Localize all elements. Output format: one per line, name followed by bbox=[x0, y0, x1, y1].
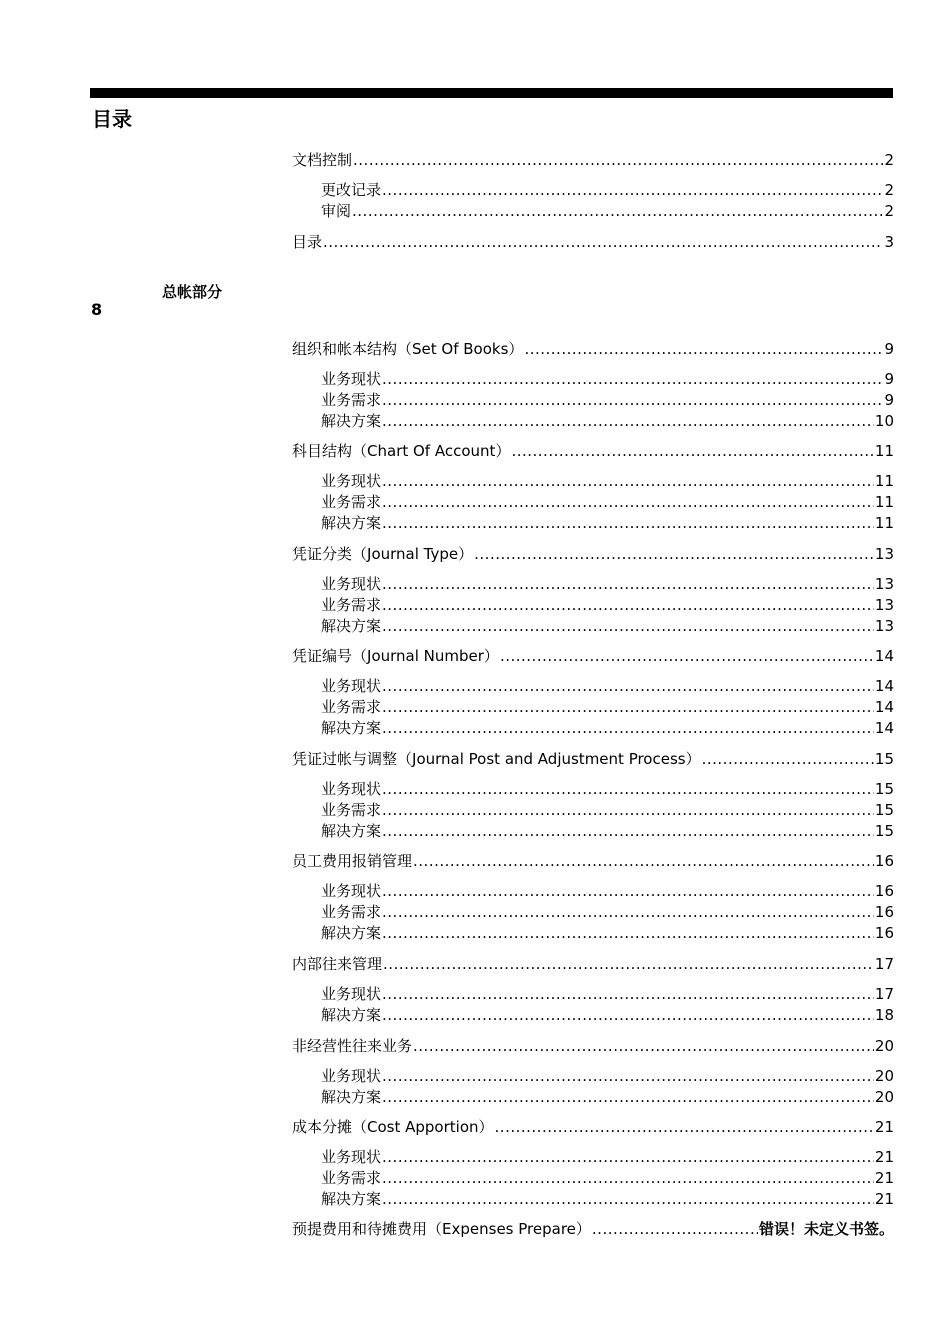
toc-leader bbox=[382, 595, 874, 615]
toc-page-number: 14 bbox=[874, 677, 894, 695]
toc-entry-label: 业务现状 bbox=[321, 472, 382, 490]
toc-entry-label: 业务现状 bbox=[321, 575, 382, 593]
toc-leader bbox=[382, 492, 874, 512]
toc-entry-label: 科目结构（Chart Of Account） bbox=[292, 442, 511, 460]
toc-page-number: 11 bbox=[874, 514, 894, 532]
toc-leader bbox=[382, 411, 874, 431]
toc-entry-journal-type[interactable] bbox=[292, 544, 894, 564]
toc-leader bbox=[382, 180, 883, 200]
toc-page-number: 14 bbox=[874, 698, 894, 716]
toc-entry-label: 业务现状 bbox=[321, 677, 382, 695]
toc-leader bbox=[382, 390, 883, 410]
toc-entry-label: 审阅 bbox=[321, 202, 352, 220]
toc-entry-label: 业务现状 bbox=[321, 780, 382, 798]
toc-entry-label: 更改记录 bbox=[321, 181, 382, 199]
toc-leader bbox=[474, 544, 874, 564]
toc-entry-current-state[interactable] bbox=[321, 779, 894, 799]
toc-leader bbox=[592, 1219, 758, 1239]
toc-entry-current-state[interactable] bbox=[321, 676, 894, 696]
toc-leader bbox=[413, 851, 874, 871]
toc-entry-label: 业务现状 bbox=[321, 1067, 382, 1085]
toc-page-number: 11 bbox=[874, 442, 894, 460]
toc-entry-solution[interactable] bbox=[321, 821, 894, 841]
toc-entry-requirements[interactable] bbox=[321, 390, 894, 410]
toc-page-number: 21 bbox=[874, 1190, 894, 1208]
toc-page-number: 13 bbox=[874, 596, 894, 614]
toc-page-number: 14 bbox=[874, 647, 894, 665]
toc-leader bbox=[702, 749, 874, 769]
toc-entry-label: 解决方案 bbox=[321, 514, 382, 532]
toc-leader bbox=[382, 821, 874, 841]
toc-leader bbox=[511, 441, 873, 461]
toc-entry-current-state[interactable] bbox=[321, 574, 894, 594]
toc-leader bbox=[495, 1117, 874, 1137]
toc-entry-non-operating[interactable] bbox=[292, 1036, 894, 1056]
toc-entry-requirements[interactable] bbox=[321, 1168, 894, 1188]
toc-page-number: 9 bbox=[884, 391, 894, 409]
toc-page-number: 15 bbox=[874, 822, 894, 840]
toc-leader bbox=[500, 646, 874, 666]
toc-page-number: 2 bbox=[884, 202, 894, 220]
toc-page-number: 15 bbox=[874, 750, 894, 768]
toc-entry-solution[interactable] bbox=[321, 411, 894, 431]
toc-entry-label: 解决方案 bbox=[321, 924, 382, 942]
toc-entry-label: 业务现状 bbox=[321, 882, 382, 900]
toc-leader bbox=[382, 574, 874, 594]
toc-entry-expenses-prepare[interactable] bbox=[292, 1219, 894, 1239]
toc-leader bbox=[382, 800, 874, 820]
toc-leader bbox=[382, 676, 874, 696]
toc-entry-cost-apportion[interactable] bbox=[292, 1117, 894, 1137]
toc-entry-contents[interactable] bbox=[292, 232, 894, 252]
toc-entry-solution[interactable] bbox=[321, 718, 894, 738]
toc-entry-label: 凭证分类（Journal Type） bbox=[292, 545, 474, 563]
toc-entry-label: 解决方案 bbox=[321, 1088, 382, 1106]
toc-entry-requirements[interactable] bbox=[321, 800, 894, 820]
toc-leader bbox=[382, 779, 874, 799]
toc-entry-change-log[interactable] bbox=[321, 180, 894, 200]
toc-page-number: 17 bbox=[874, 985, 894, 1003]
toc-leader bbox=[382, 471, 874, 491]
toc-entry-label: 业务需求 bbox=[321, 801, 382, 819]
toc-leader bbox=[382, 1168, 874, 1188]
toc-entry-label: 解决方案 bbox=[321, 1006, 382, 1024]
toc-leader bbox=[382, 697, 874, 717]
toc-entry-label: 员工费用报销管理 bbox=[292, 852, 413, 870]
toc-leader bbox=[382, 369, 883, 389]
toc-entry-label: 解决方案 bbox=[321, 822, 382, 840]
toc-entry-requirements[interactable] bbox=[321, 902, 894, 922]
toc-entry-document-control[interactable] bbox=[292, 150, 894, 170]
toc-entry-solution[interactable] bbox=[321, 1189, 894, 1209]
toc-leader bbox=[382, 1189, 874, 1209]
toc-entry-label: 业务需求 bbox=[321, 903, 382, 921]
toc-leader bbox=[382, 513, 874, 533]
toc-page-number: 13 bbox=[874, 545, 894, 563]
toc-entry-label: 目录 bbox=[292, 233, 323, 251]
toc-entry-label: 解决方案 bbox=[321, 1190, 382, 1208]
toc-leader bbox=[524, 339, 883, 359]
toc-entry-label: 业务需求 bbox=[321, 1169, 382, 1187]
toc-entry-journal-post[interactable] bbox=[292, 749, 894, 769]
toc-entry-label: 业务需求 bbox=[321, 493, 382, 511]
toc-leader bbox=[382, 718, 874, 738]
toc-page-number: 16 bbox=[874, 852, 894, 870]
toc-entry-label: 成本分摊（Cost Apportion） bbox=[292, 1118, 494, 1136]
toc-entry-current-state[interactable] bbox=[321, 471, 894, 491]
toc-page-number: 3 bbox=[884, 233, 894, 251]
toc-entry-solution[interactable] bbox=[321, 616, 894, 636]
toc-page-number: 9 bbox=[884, 340, 894, 358]
toc-entry-label: 业务现状 bbox=[321, 1148, 382, 1166]
toc-entry-current-state[interactable] bbox=[321, 1147, 894, 1167]
page-title: 目录 bbox=[92, 107, 132, 131]
toc-page-number: 14 bbox=[874, 719, 894, 737]
toc-page-number: 2 bbox=[884, 151, 894, 169]
toc-leader bbox=[353, 150, 883, 170]
toc-entry-current-state[interactable] bbox=[321, 881, 894, 901]
toc-entry-label: 解决方案 bbox=[321, 617, 382, 635]
toc-entry-journal-number[interactable] bbox=[292, 646, 894, 666]
toc-page-number: 20 bbox=[874, 1088, 894, 1106]
toc-page-number: 9 bbox=[884, 370, 894, 388]
toc-page-number: 21 bbox=[874, 1169, 894, 1187]
toc-page-number: 15 bbox=[874, 801, 894, 819]
toc-page-number: 10 bbox=[874, 412, 894, 430]
toc-page-number: 11 bbox=[874, 493, 894, 511]
toc-entry-label: 业务现状 bbox=[321, 985, 382, 1003]
toc-page-number: 13 bbox=[874, 617, 894, 635]
toc-leader bbox=[382, 1066, 874, 1086]
toc-entry-label: 非经营性往来业务 bbox=[292, 1037, 413, 1055]
toc-entry-solution[interactable] bbox=[321, 923, 894, 943]
toc-page-number: 20 bbox=[874, 1037, 894, 1055]
toc-page-number: 21 bbox=[874, 1148, 894, 1166]
toc-leader bbox=[352, 201, 883, 221]
toc-entry-solution[interactable] bbox=[321, 1005, 894, 1025]
toc-page-number: 16 bbox=[874, 882, 894, 900]
toc-leader bbox=[382, 923, 874, 943]
toc-entry-current-state[interactable] bbox=[321, 369, 894, 389]
toc-leader bbox=[382, 902, 874, 922]
part-title: 总帐部分 bbox=[162, 283, 223, 301]
toc-leader bbox=[413, 1036, 874, 1056]
toc-entry-label: 业务需求 bbox=[321, 698, 382, 716]
toc-leader bbox=[382, 616, 874, 636]
toc-entry-review[interactable] bbox=[321, 201, 894, 221]
toc-entry-requirements[interactable] bbox=[321, 595, 894, 615]
toc-entry-label: 组织和帐本结构（Set Of Books） bbox=[292, 340, 524, 358]
toc-entry-label: 预提费用和待摊费用（Expenses Prepare） bbox=[292, 1220, 591, 1238]
toc-leader bbox=[382, 881, 874, 901]
toc-leader bbox=[382, 1005, 874, 1025]
toc-entry-expense-reimbursement[interactable] bbox=[292, 851, 894, 871]
toc-entry-label: 内部往来管理 bbox=[292, 955, 383, 973]
toc-entry-requirements[interactable] bbox=[321, 492, 894, 512]
toc-page-number: 17 bbox=[874, 955, 894, 973]
toc-page-number: 21 bbox=[874, 1118, 894, 1136]
toc-entry-label: 业务现状 bbox=[321, 370, 382, 388]
toc-page-number: 11 bbox=[874, 472, 894, 490]
toc-leader bbox=[382, 984, 874, 1004]
toc-entry-label: 业务需求 bbox=[321, 391, 382, 409]
toc-entry-chart-of-account[interactable] bbox=[292, 441, 894, 461]
toc-page-number: 18 bbox=[874, 1006, 894, 1024]
toc-page-number: 16 bbox=[874, 903, 894, 921]
toc-entry-current-state[interactable] bbox=[321, 984, 894, 1004]
toc-entry-solution[interactable] bbox=[321, 513, 894, 533]
toc-leader bbox=[323, 232, 883, 252]
toc-leader bbox=[382, 1087, 874, 1107]
header-rule bbox=[90, 88, 893, 98]
part-number: 8 bbox=[91, 300, 103, 319]
toc-entry-current-state[interactable] bbox=[321, 1066, 894, 1086]
toc-leader bbox=[382, 1147, 874, 1167]
toc-entry-label: 解决方案 bbox=[321, 719, 382, 737]
toc-page-number: 16 bbox=[874, 924, 894, 942]
toc-leader bbox=[383, 954, 874, 974]
toc-entry-label: 凭证编号（Journal Number） bbox=[292, 647, 499, 665]
toc-entry-label: 凭证过帐与调整（Journal Post and Adjustment Process） bbox=[292, 750, 701, 768]
toc-page-number: 20 bbox=[874, 1067, 894, 1085]
toc-entry-label: 解决方案 bbox=[321, 412, 382, 430]
toc-entry-label: 文档控制 bbox=[292, 151, 353, 169]
toc-entry-intercompany[interactable] bbox=[292, 954, 894, 974]
toc-page-number: 13 bbox=[874, 575, 894, 593]
toc-page-number: 2 bbox=[884, 181, 894, 199]
toc-entry-label: 业务需求 bbox=[321, 596, 382, 614]
toc-entry-requirements[interactable] bbox=[321, 697, 894, 717]
toc-entry-solution[interactable] bbox=[321, 1087, 894, 1107]
toc-page-error: 错误！未定义书签。 bbox=[758, 1220, 894, 1238]
toc-entry-set-of-books[interactable] bbox=[292, 339, 894, 359]
toc-page-number: 15 bbox=[874, 780, 894, 798]
